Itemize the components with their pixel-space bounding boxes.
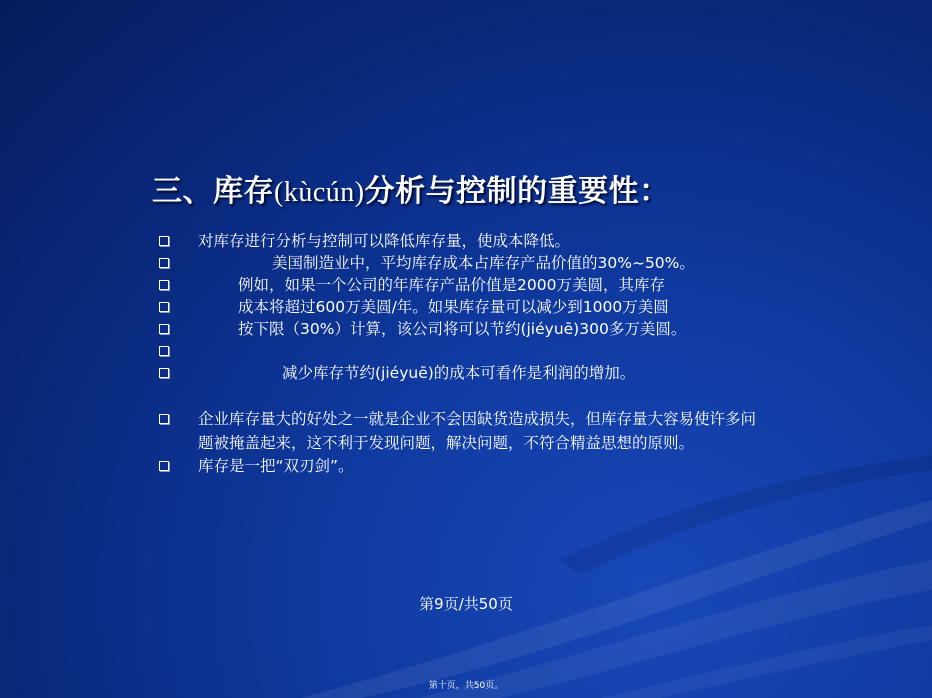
bullet-item	[156, 274, 786, 296]
bullet-text: 减少库存节约(jiéyuē)的成本可看作是利润的增加。	[282, 364, 636, 382]
bullet-box-icon	[159, 368, 169, 378]
bullet-box-icon	[159, 236, 169, 246]
bullet-text: 例如，如果一个公司的年库存产品价值是2000万美圆，其库存	[238, 276, 665, 294]
bullet-list	[156, 230, 786, 477]
bullet-box-icon	[159, 414, 169, 424]
bullet-box-icon	[159, 324, 169, 334]
bullet-text: 企业库存量大的好处之一就是企业不会因缺货造成损失，但库存量大容易使许多问题被掩盖起来，这不利于发现问题，解决问题，不符合精益思想的原则。	[198, 410, 757, 452]
bullet-item	[156, 407, 786, 455]
bullet-item	[156, 340, 786, 362]
title-suffix: 分析与控制的重要性：	[364, 174, 670, 209]
bullet-text: 美国制造业中，平均库存成本占库存产品价值的30%~50%。	[272, 254, 695, 272]
slide-title	[152, 170, 670, 214]
bullet-spacer	[156, 384, 786, 407]
bullet-text: 按下限（30%）计算，该公司将可以节约(jiéyuē)300多万美圆。	[238, 320, 687, 338]
bullet-item	[156, 230, 786, 252]
bullet-box-icon	[159, 346, 169, 356]
bullet-text: 成本将超过600万美圆/年。如果库存量可以减少到1000万美圆	[238, 298, 669, 316]
bullet-box-icon	[159, 280, 169, 290]
title-prefix: 三、库存	[152, 174, 274, 209]
bullet-box-icon	[159, 258, 169, 268]
bullet-item	[156, 318, 786, 340]
bullet-box-icon	[159, 302, 169, 312]
bullet-text	[198, 340, 203, 362]
bullet-box-icon	[159, 461, 169, 471]
title-pinyin: (kùcún)	[274, 177, 365, 208]
bullet-item	[156, 296, 786, 318]
bullet-item	[156, 252, 786, 274]
bullet-item	[156, 455, 786, 477]
page-indicator: 第9页/共50页	[419, 595, 513, 613]
bullet-item	[156, 362, 786, 384]
bullet-text: 对库存进行分析与控制可以降低库存量，使成本降低。	[198, 232, 571, 250]
footer-text: 第十页，共50页。	[428, 681, 504, 691]
bullet-text: 库存是一把“双刃剑”。	[198, 457, 354, 475]
